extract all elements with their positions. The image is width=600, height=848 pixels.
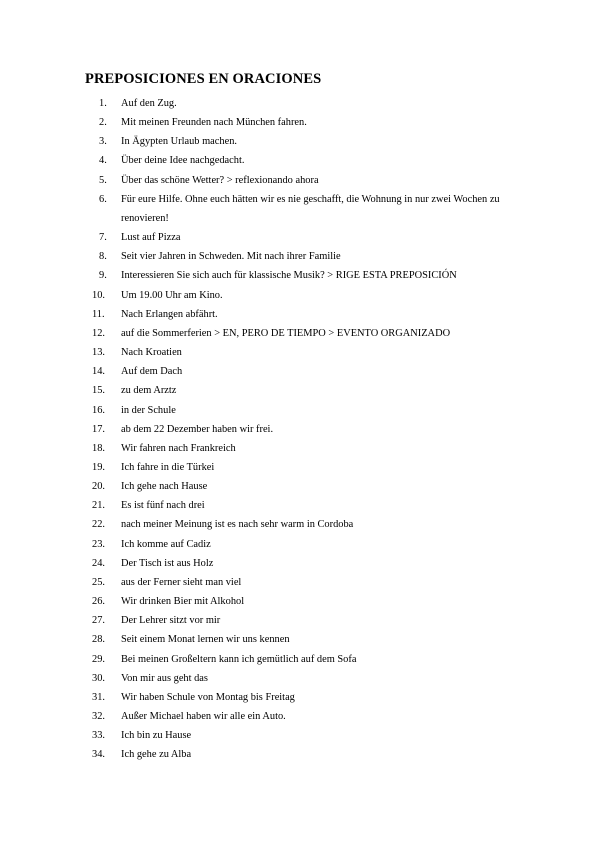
list-item-text: Mit meinen Freunden nach München fahren. [121, 117, 307, 129]
list-item-text: Für eure Hilfe. Ohne euch hätten wir es nie geschafft, die Wohnung in nur zwei Wochen zu renovieren! [121, 193, 500, 224]
list-item-text: Auf den Zug. [121, 98, 177, 109]
list-item-number: 2. [99, 117, 107, 129]
list-item-text: zu dem Arztz [121, 385, 177, 397]
list-item-number: 13. [92, 347, 105, 359]
sentence-list [0, 94, 600, 764]
list-item-text: Ich bin zu Hause [121, 730, 192, 742]
list-item-text: Auf dem Dach [121, 366, 183, 378]
list-item-number: 34. [92, 749, 105, 761]
list-item [0, 266, 600, 285]
list-item [0, 401, 600, 420]
list-item [0, 286, 600, 305]
list-item-number: 31. [92, 691, 105, 703]
list-item-text: Wir haben Schule von Montag bis Freitag [121, 691, 295, 703]
list-item-text: Von mir aus geht das [121, 672, 208, 684]
list-item [0, 190, 600, 228]
list-item [0, 94, 600, 113]
list-item-text: Interessieren Sie sich auch für klassische Musik? > RIGE ESTA PREPOSICIÓN [121, 270, 457, 282]
list-item [0, 515, 600, 534]
list-item-text: auf die Sommerferien > EN, PERO DE TIEMPO > EVENTO ORGANIZADO [121, 327, 451, 339]
list-item-number: 7. [99, 232, 107, 244]
list-item-number: 22. [92, 519, 105, 531]
list-item-text: Ich fahre in die Türkei [121, 461, 215, 473]
list-item-number: 23. [92, 538, 105, 550]
list-item-number: 4. [99, 155, 107, 167]
list-item [0, 688, 600, 707]
list-item-text: Es ist fünf nach drei [121, 500, 205, 512]
list-item-number: 20. [92, 481, 105, 493]
list-item-number: 28. [92, 634, 105, 646]
list-item-number: 5. [99, 174, 107, 186]
list-item-number: 9. [99, 270, 107, 282]
list-item-number: 12. [92, 327, 105, 339]
list-item-text: Ich gehe nach Hause [121, 481, 208, 493]
list-item-text: aus der Ferner sieht man viel [121, 576, 242, 588]
list-item [0, 496, 600, 515]
list-item-number: 8. [99, 251, 107, 263]
list-item-text: Bei meinen Großeltern kann ich gemütlich auf dem Sofa [121, 653, 357, 665]
list-item [0, 381, 600, 400]
list-item [0, 305, 600, 324]
list-item [0, 477, 600, 496]
list-item-text: Ich komme auf Cadiz [121, 538, 211, 550]
list-item-number: 30. [92, 672, 105, 684]
list-item [0, 420, 600, 439]
list-item [0, 707, 600, 726]
list-item [0, 554, 600, 573]
list-item [0, 439, 600, 458]
list-item [0, 247, 600, 266]
list-item [0, 592, 600, 611]
list-item-number: 18. [92, 442, 105, 454]
list-item-text: Der Tisch ist aus Holz [121, 557, 214, 569]
list-item-number: 14. [92, 366, 105, 378]
list-item-text: In Ägypten Urlaub machen. [121, 136, 237, 148]
list-item [0, 324, 600, 343]
list-item [0, 573, 600, 592]
list-item-text: Wir fahren nach Frankreich [121, 442, 236, 454]
list-item [0, 458, 600, 477]
list-item [0, 650, 600, 669]
list-item-text: Wir drinken Bier mit Alkohol [121, 596, 245, 608]
list-item-number: 16. [92, 404, 105, 416]
list-item [0, 745, 600, 764]
list-item-text: Seit einem Monat lernen wir uns kennen [121, 634, 290, 646]
list-item-number: 21. [92, 500, 105, 512]
list-item-number: 29. [92, 653, 105, 665]
list-item [0, 726, 600, 745]
list-item-text: Lust auf Pizza [121, 232, 181, 244]
list-item-number: 10. [92, 289, 105, 301]
list-item-number: 33. [92, 730, 105, 742]
list-item [0, 113, 600, 132]
document-title: PREPOSICIONES EN ORACIONES [85, 71, 322, 87]
list-item-text: Über deine Idee nachgedacht. [121, 155, 245, 167]
list-item-text: Um 19.00 Uhr am Kino. [121, 289, 223, 301]
list-item [0, 151, 600, 170]
list-item-number: 1. [99, 98, 107, 109]
list-item-text: Nach Kroatien [121, 347, 182, 359]
list-item-text: nach meiner Meinung ist es nach sehr warm in Cordoba [121, 519, 354, 531]
list-item-number: 19. [92, 461, 105, 473]
list-item [0, 228, 600, 247]
list-item-text: Seit vier Jahren in Schweden. Mit nach ihrer Familie [121, 251, 341, 263]
list-item-text: Ich gehe zu Alba [121, 749, 192, 761]
list-item-number: 3. [99, 136, 107, 148]
list-item-number: 6. [99, 193, 107, 205]
list-item-text: Nach Erlangen abfährt. [121, 308, 218, 320]
list-item [0, 171, 600, 190]
list-item-number: 27. [92, 615, 105, 627]
list-item [0, 669, 600, 688]
list-item [0, 132, 600, 151]
list-item-text: in der Schule [121, 404, 176, 416]
list-item-text: Der Lehrer sitzt vor mir [121, 615, 221, 627]
list-item [0, 343, 600, 362]
list-item [0, 630, 600, 649]
list-item-text: Über das schöne Wetter? > reflexionando ahora [121, 174, 319, 186]
list-item-text: Außer Michael haben wir alle ein Auto. [121, 711, 286, 722]
list-item-number: 24. [92, 557, 105, 569]
list-item-number: 25. [92, 576, 105, 588]
list-item-number: 17. [92, 423, 105, 435]
list-item-number: 11. [92, 308, 105, 320]
list-item [0, 362, 600, 381]
list-item [0, 535, 600, 554]
list-item-text: ab dem 22 Dezember haben wir frei. [121, 423, 274, 435]
list-item-number: 15. [92, 385, 105, 397]
list-item-number: 32. [92, 711, 105, 722]
list-item-number: 26. [92, 596, 105, 608]
list-item [0, 611, 600, 630]
